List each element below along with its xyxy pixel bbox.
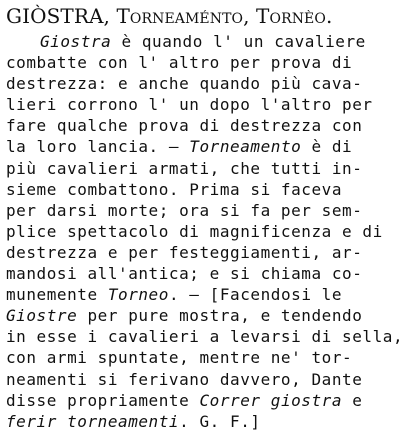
entry-text-run: in esse i cavalieri a levarsi di sella,	[6, 327, 404, 347]
entry-text-run: fare qualche prova di destrezza con	[6, 116, 363, 136]
entry-text-run: è quando l' un cavaliere	[111, 32, 366, 51]
entry-text-run: per darsi morte; ora si fa per sem-	[6, 200, 363, 220]
entry-body	[6, 31, 404, 432]
entry-text-line	[6, 326, 404, 347]
entry-text-run: combatte con l' altro per prova di	[6, 53, 353, 73]
entry-text-run: e	[342, 390, 363, 410]
entry-text-run: la loro lancia. —	[6, 137, 190, 157]
entry-text-run: neamenti si ferivano davvero, Dante	[6, 369, 363, 389]
entry-text-run: . — [Facendosi le	[168, 285, 343, 305]
entry-text-line	[6, 221, 398, 242]
entry-headword: GIÒSTRA,	[6, 4, 110, 28]
entry-text-line	[6, 411, 398, 432]
italic-term: Torneo	[107, 285, 169, 305]
entry-text-line	[6, 200, 398, 221]
entry-text-line	[6, 52, 398, 73]
italic-term: Giostra	[40, 32, 112, 51]
entry-variant-torneamento: Torneaménto,	[116, 4, 250, 28]
entry-text-line	[6, 242, 398, 263]
italic-term: Correr giostra	[199, 390, 343, 410]
entry-text-run: lieri corrono l' un dopo l'altro per	[6, 95, 373, 115]
entry-text-run: è di	[301, 137, 353, 157]
entry-text-line	[6, 347, 398, 368]
entry-text-line	[6, 136, 398, 157]
italic-term: Torneamento	[189, 137, 302, 157]
entry-text-run: disse propriamente	[6, 390, 200, 410]
entry-text-run: destrezza: e anche quando più cava-	[6, 74, 363, 94]
entry-text-run: plice spettacolo di magnificenza e di	[6, 221, 383, 241]
entry-text-line	[6, 369, 398, 390]
italic-term: ferir torneamenti	[6, 411, 180, 431]
entry-text-line	[6, 73, 398, 94]
entry-text-run: con armi spuntate, mentre ne' tor-	[6, 348, 353, 368]
entry-text-line	[6, 158, 398, 179]
entry-variant-torneo: Tornèo.	[256, 4, 333, 28]
entry-text-line	[6, 390, 398, 411]
entry-text-run: più cavalieri armati, che tutti in-	[6, 158, 363, 178]
italic-term: Giostre	[6, 306, 78, 326]
entry-text-line	[6, 305, 398, 326]
entry-text-run: destrezza e per festeggiamenti, ar-	[6, 242, 363, 262]
entry-text-run: . G. F.]	[179, 411, 261, 431]
entry-text-line	[6, 263, 398, 284]
entry-text-line	[6, 284, 398, 305]
entry-text-run: per pure mostra, e tendendo	[77, 306, 363, 326]
entry-text-run: sieme combattono. Prima si faceva	[6, 179, 343, 199]
entry-text-line	[6, 94, 398, 115]
entry-text-line	[6, 179, 398, 200]
entry-text-run: mandosi all'antica; e si chiama co-	[6, 264, 363, 284]
entry-text-run: munemente	[6, 285, 108, 305]
entry-text-line	[6, 115, 398, 136]
entry-text-line	[6, 31, 398, 52]
entry-heading	[6, 4, 332, 28]
